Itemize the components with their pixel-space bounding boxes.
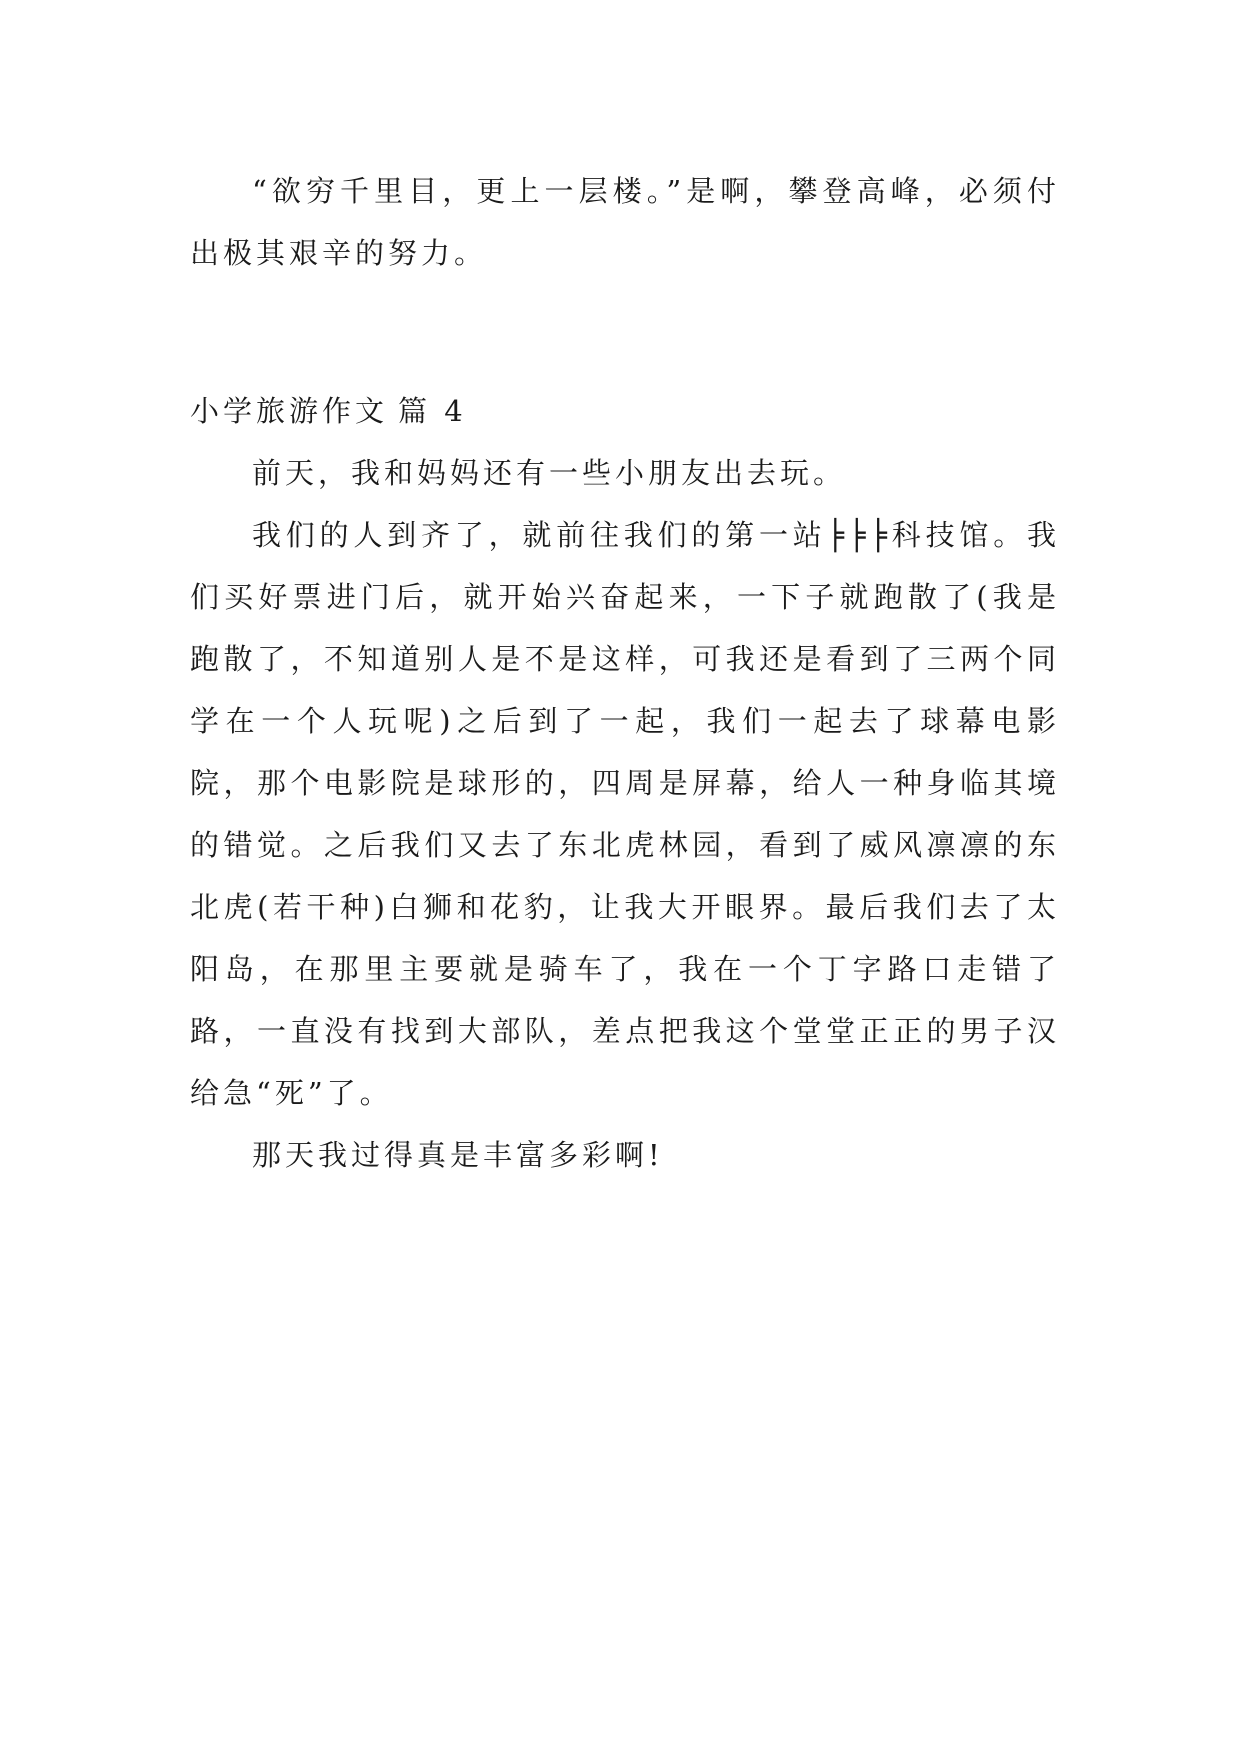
section-title: 小学旅游作文	[190, 394, 389, 428]
section-heading	[190, 380, 1060, 442]
section-number: 篇 4	[398, 394, 467, 428]
paragraph-3: 那天我过得真是丰富多彩啊!	[252, 1138, 664, 1172]
document-body	[190, 160, 1060, 1186]
paragraph-2: 我们的人到齐了，就前往我们的第一站╞╞╞科技馆。我们买好票进门后，就开始兴奋起来，一下子就跑散了(我是跑散了，不知道别人是不是这样，可我还是看到了三两个同学在一个人玩呢)之后到了一起，我们一起去了球幕电影院，那个电影院是球形的，四周是屏幕，给人一种身临其境的错觉。之后我们又去了东北虎林园，看到了威风凛凛的东北虎(若干种)白狮和花豹，让我大开眼界。最后我们去了太阳岛，在那里主要就是骑车了，我在一个丁字路口走错了路，一直没有找到大部队，差点把我这个堂堂正正的男子汉给急“死”了。	[190, 518, 1060, 1110]
intro-paragraph: “欲穷千里目，更上一层楼。”是啊，攀登高峰，必须付出极其艰辛的努力。	[190, 174, 1060, 270]
paragraph-1: 前天，我和妈妈还有一些小朋友出去玩。	[252, 456, 847, 490]
